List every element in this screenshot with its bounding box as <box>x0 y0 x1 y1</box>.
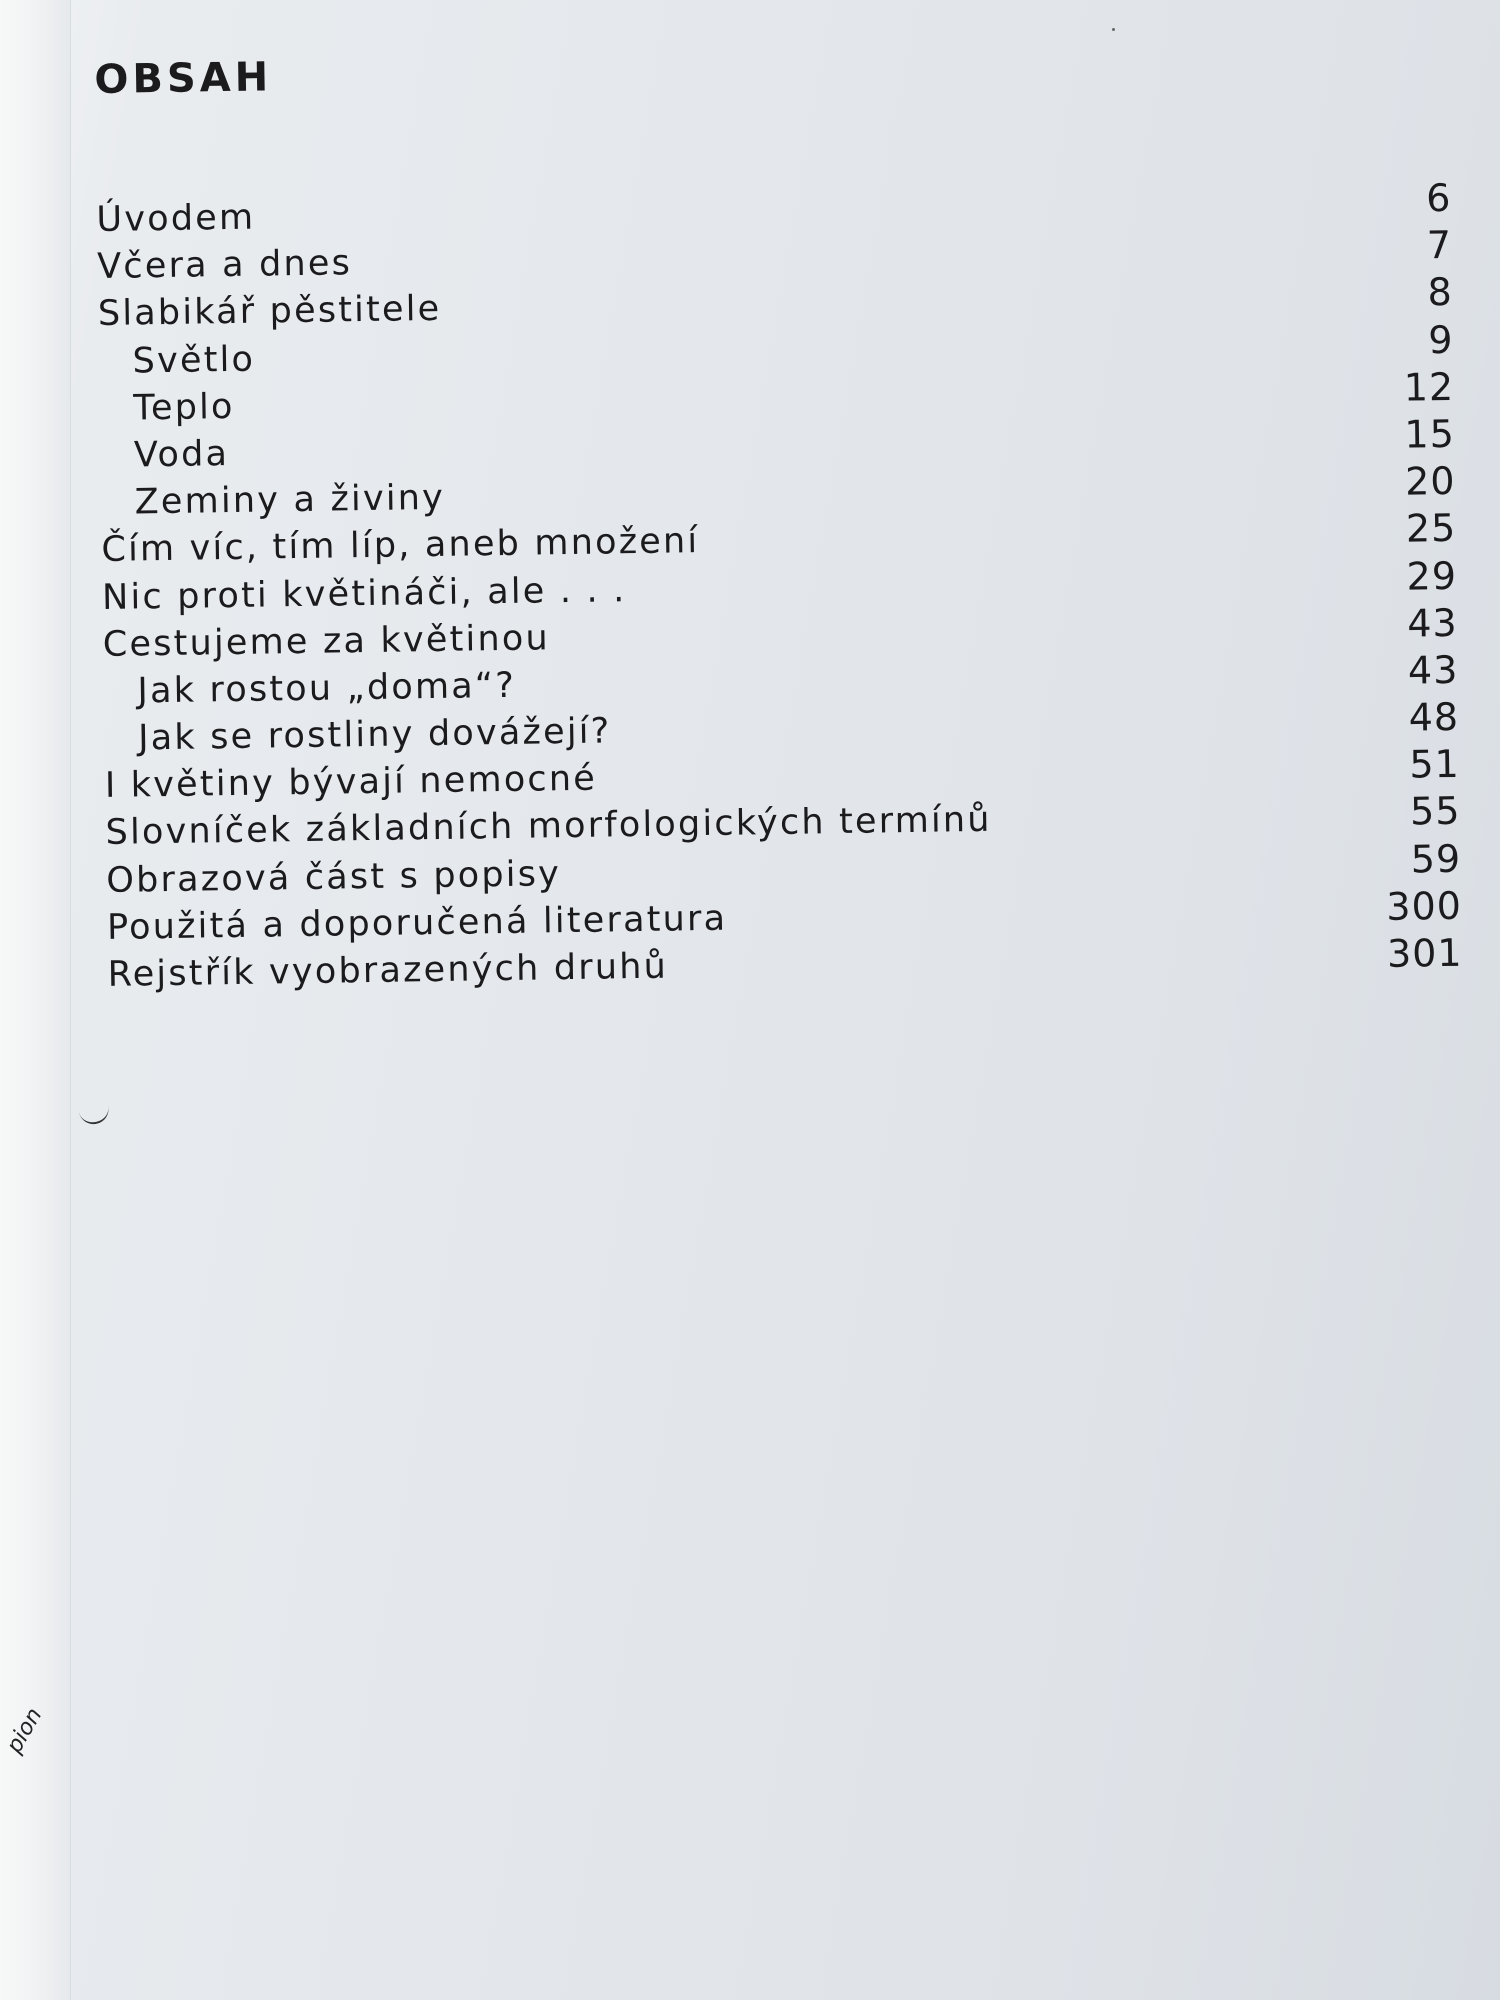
toc-entry-title: Světlo <box>132 339 256 382</box>
toc-page-number: 43 <box>1406 600 1458 646</box>
pencil-tick-mark <box>79 1105 112 1127</box>
table-of-contents <box>94 30 1463 995</box>
toc-list <box>96 175 1463 997</box>
page-gutter <box>0 0 71 2000</box>
toc-entry-title: Nic proti květináči, ale . . . <box>101 569 627 618</box>
toc-entry-title: Včera a dnes <box>96 243 353 288</box>
ink-speck <box>1112 28 1115 31</box>
margin-fragment-text: pion <box>2 1703 48 1758</box>
toc-entry-title: Rejstřík vyobrazených druhů <box>107 946 669 995</box>
toc-page-number: 43 <box>1407 647 1459 693</box>
toc-entry-title: Použitá a doporučená literatura <box>106 898 728 948</box>
toc-page-number: 48 <box>1408 694 1460 740</box>
toc-entry-title: Teplo <box>133 386 235 429</box>
toc-page-number: 51 <box>1409 742 1461 787</box>
toc-page-number: 8 <box>1427 270 1454 315</box>
toc-page-number: 301 <box>1386 930 1463 976</box>
toc-entry-title: Úvodem <box>96 197 256 240</box>
toc-entry-title: Cestujeme za květinou <box>102 617 551 665</box>
toc-entry-title: Slabikář pěstitele <box>97 289 442 335</box>
toc-entry-title: Jak se rostliny dovážejí? <box>137 711 612 759</box>
toc-page-number: 15 <box>1404 411 1456 457</box>
toc-page-number: 20 <box>1404 458 1456 504</box>
page-title: OBSAH <box>94 54 273 103</box>
toc-page-number: 7 <box>1426 223 1453 268</box>
toc-entry-title: Voda <box>133 433 230 476</box>
toc-page-number: 29 <box>1406 553 1458 599</box>
toc-page-number: 300 <box>1385 883 1463 929</box>
toc-entry-title: I květiny bývají nemocné <box>104 758 598 807</box>
toc-entry-title: Obrazová část s popisy <box>106 853 562 901</box>
toc-page-number: 12 <box>1403 364 1455 410</box>
toc-page-number: 59 <box>1410 836 1462 882</box>
toc-entry-title: Zeminy a živiny <box>134 477 446 523</box>
toc-page-number: 55 <box>1409 789 1461 834</box>
toc-page-number: 6 <box>1425 175 1452 221</box>
toc-entry-title: Čím víc, tím líp, aneb množení <box>101 521 700 571</box>
toc-entry-title: Slovníček základních morfologických termínů <box>105 800 992 854</box>
toc-page-number: 25 <box>1405 506 1457 551</box>
toc-entry-title: Jak rostou „doma“? <box>137 665 517 712</box>
toc-page-number: 9 <box>1427 317 1454 362</box>
